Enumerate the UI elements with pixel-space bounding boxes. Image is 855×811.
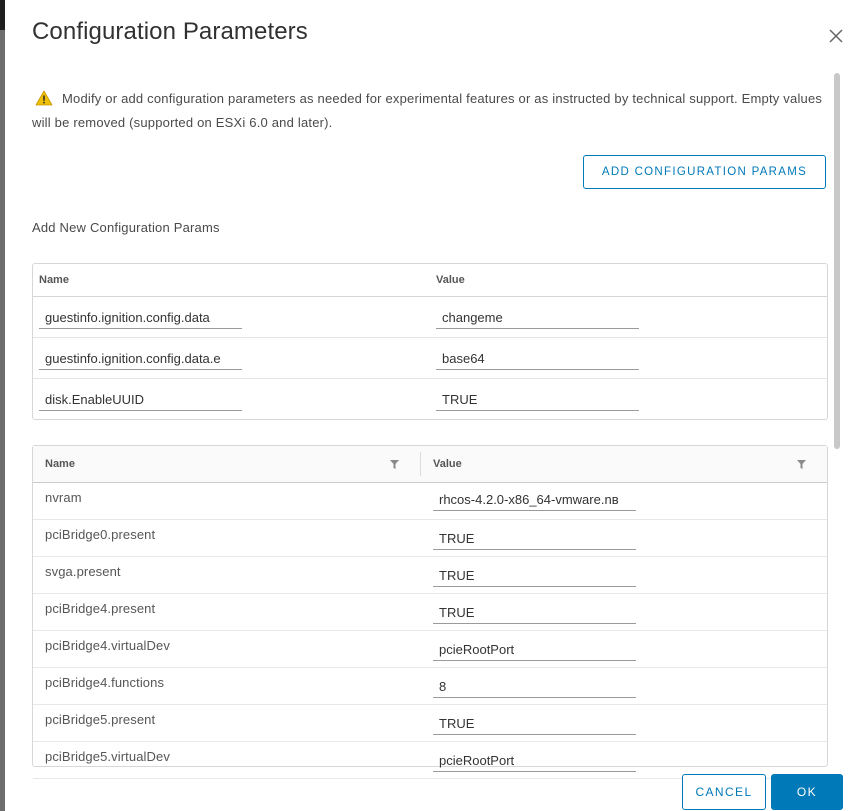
close-button[interactable] (826, 26, 846, 46)
table-row (33, 557, 827, 594)
new-param-row (33, 297, 827, 338)
param-value-input[interactable] (433, 602, 636, 624)
warning-icon (35, 90, 53, 106)
warning-notice (32, 87, 832, 135)
new-params-section-label: Add New Configuration Params (32, 220, 220, 235)
table-row (33, 483, 827, 520)
add-configuration-params-button[interactable]: ADD CONFIGURATION PARAMS (583, 155, 826, 189)
param-name: pciBridge0.present (45, 527, 156, 542)
dialog-body[interactable] (5, 70, 843, 764)
table-row (33, 520, 827, 557)
param-name: pciBridge4.functions (45, 675, 165, 690)
configuration-parameters-dialog (5, 0, 855, 811)
filter-icon[interactable] (797, 460, 806, 469)
param-name: pciBridge4.present (45, 601, 156, 616)
new-param-name-input[interactable] (39, 389, 242, 411)
column-divider[interactable] (420, 452, 421, 476)
new-params-table (32, 263, 828, 420)
param-value-input[interactable] (433, 639, 636, 661)
new-param-value-input[interactable] (436, 348, 639, 370)
table-row (33, 705, 827, 742)
new-params-header (33, 264, 827, 297)
new-param-value-input[interactable] (436, 307, 639, 329)
param-name: svga.present (45, 564, 121, 579)
table-row (33, 594, 827, 631)
cancel-button[interactable]: CANCEL (682, 774, 766, 810)
dialog-footer (5, 750, 855, 811)
param-value-input[interactable] (433, 565, 636, 587)
new-param-name-input[interactable] (39, 307, 242, 329)
param-value-input[interactable] (433, 713, 636, 735)
name-column-header: Name (39, 274, 69, 286)
param-name: nvram (45, 490, 82, 505)
dialog-title: Configuration Parameters (32, 18, 308, 45)
table-row (33, 631, 827, 668)
value-column-header: Value (436, 274, 465, 286)
params-datagrid (32, 445, 828, 767)
param-name: pciBridge5.present (45, 712, 156, 727)
table-row (33, 668, 827, 705)
new-param-row (33, 379, 827, 419)
name-column-header[interactable]: Name (45, 458, 75, 470)
close-icon (826, 26, 846, 46)
param-value-input[interactable] (433, 489, 636, 511)
datagrid-header (33, 446, 827, 483)
param-value-input[interactable] (433, 528, 636, 550)
value-column-header[interactable]: Value (433, 458, 462, 470)
new-param-value-input[interactable] (436, 389, 639, 411)
new-param-row (33, 338, 827, 379)
warning-text: Modify or add configuration parameters as needed for experimental features or as instructed by technical support. Empty values will be removed (supported on ESXi 6.0 and later). (32, 91, 823, 130)
param-value-input[interactable] (433, 676, 636, 698)
param-name: pciBridge4.virtualDev (45, 638, 170, 653)
param-name: pciBridge5.virtualDev (45, 749, 170, 764)
ok-button[interactable]: OK (771, 774, 843, 810)
scrollbar-thumb[interactable] (834, 73, 840, 449)
new-param-name-input[interactable] (39, 348, 242, 370)
filter-icon[interactable] (390, 460, 399, 469)
